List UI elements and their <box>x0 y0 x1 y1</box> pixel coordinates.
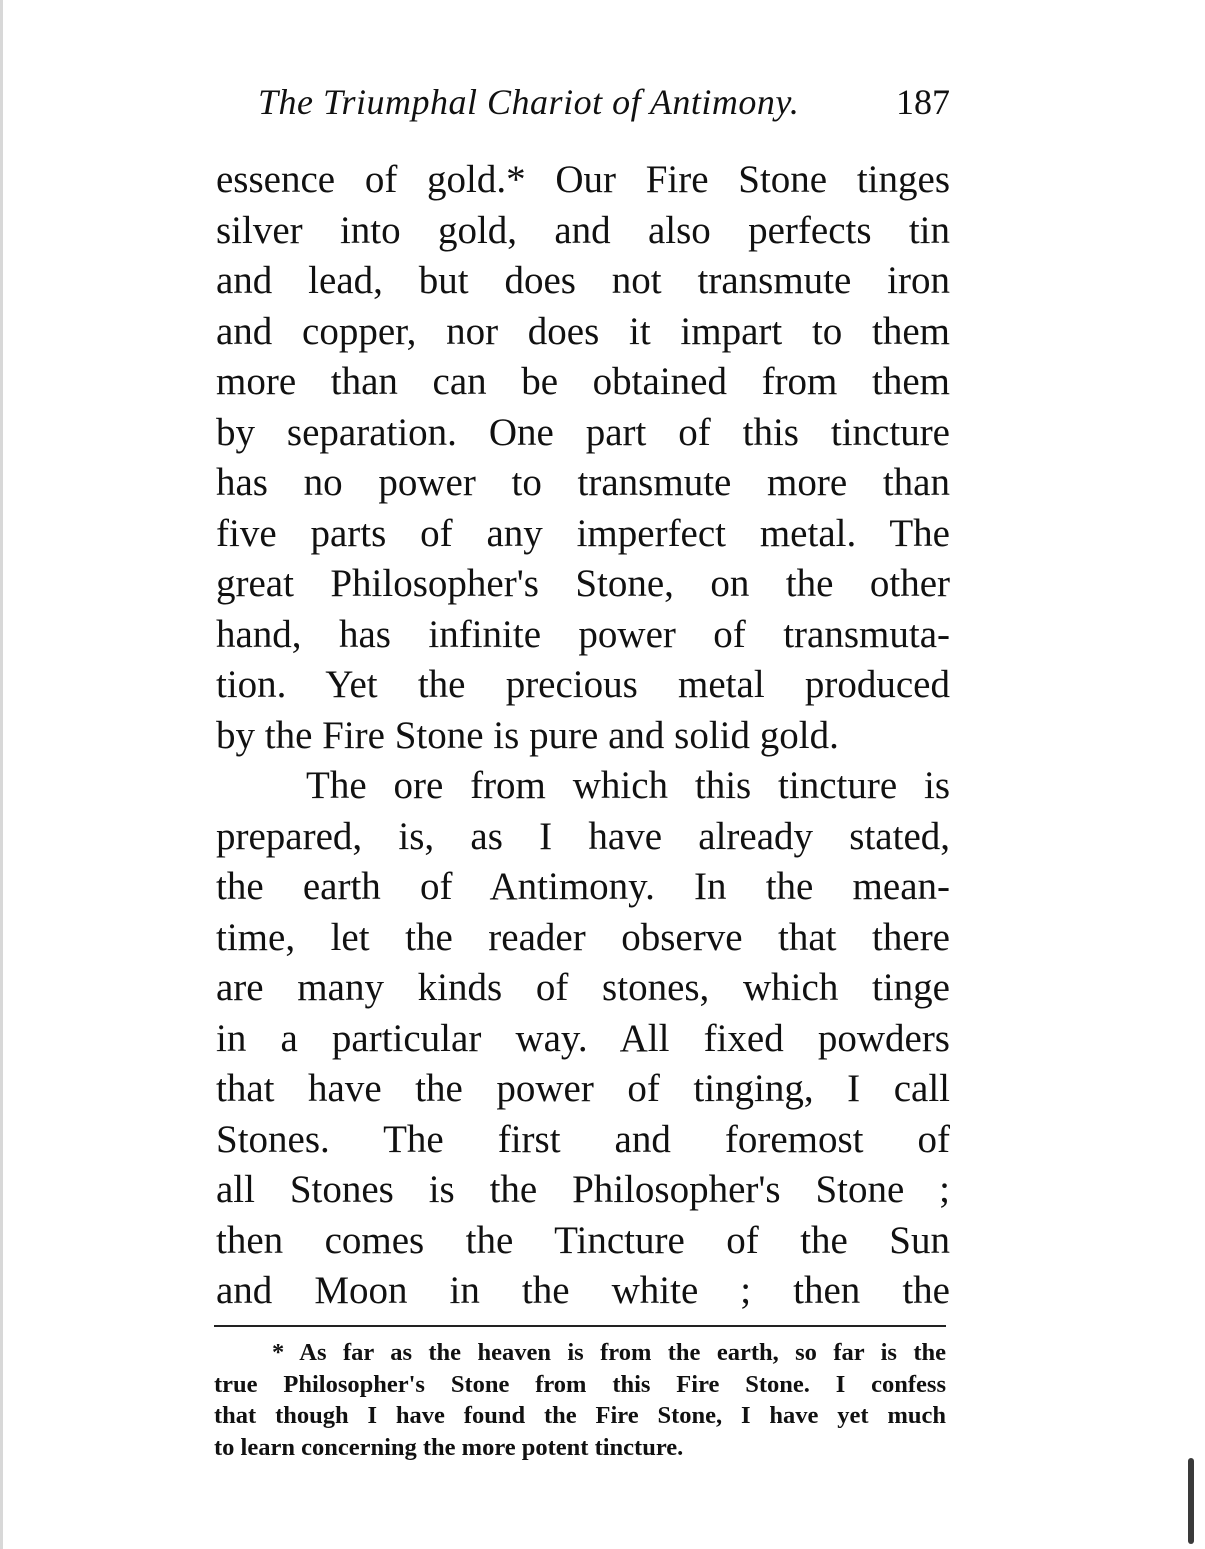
text-line: then comes the Tincture of the Sun <box>216 1218 950 1262</box>
text-line: tion. Yet the precious metal produced <box>216 663 950 706</box>
text-line: all Stones is the Philosopher's Stone ; <box>216 1168 950 1211</box>
text-line: time, let the reader observe that there <box>216 915 950 959</box>
footnote-line: * As far as the heaven is from the earth, so far is the <box>272 1339 946 1366</box>
body-text <box>216 155 950 1317</box>
text-line: and lead, but does not transmute iron <box>216 259 950 302</box>
text-line: by the Fire Stone is pure and solid gold. <box>216 713 839 757</box>
text-line: essence of gold.* Our Fire Stone tinges <box>216 158 950 201</box>
text-line: that have the power of tinging, I call <box>216 1067 950 1110</box>
text-line: by separation. One part of this tincture <box>216 410 950 454</box>
page-edge <box>0 0 3 1549</box>
text-line: five parts of any imperfect metal. The <box>216 511 950 555</box>
text-line: prepared, is, as I have already stated, <box>216 814 950 858</box>
running-head <box>258 80 958 124</box>
text-line: silver into gold, and also perfects tin <box>216 208 950 252</box>
text-line: and Moon in the white ; then the <box>216 1269 950 1312</box>
text-line: in a particular way. All fixed powders <box>216 1016 950 1060</box>
footnote-line: to learn concerning the more potent tincture. <box>214 1433 684 1461</box>
running-title: The Triumphal Chariot of Antimony. <box>258 82 800 122</box>
text-line: more than can be obtained from them <box>216 360 950 403</box>
footnote-line: that though I have found the Fire Stone, I have yet much <box>214 1402 946 1429</box>
text-line: and copper, nor does it impart to them <box>216 309 950 353</box>
paragraph-first-line: The ore from which this tincture is <box>306 764 950 807</box>
footnote <box>214 1337 946 1463</box>
text-line: great Philosopher's Stone, on the other <box>216 562 950 605</box>
scrollbar-thumb[interactable] <box>1188 1458 1194 1544</box>
text-line: has no power to transmute more than <box>216 461 950 504</box>
text-line: Stones. The first and foremost of <box>216 1117 950 1161</box>
footnote-rule <box>214 1325 946 1327</box>
footnote-line: true Philosopher's Stone from this Fire Stone. I confess <box>214 1370 946 1398</box>
text-line: are many kinds of stones, which tinge <box>216 966 950 1009</box>
text-line: the earth of Antimony. In the mean- <box>216 865 950 908</box>
text-line: hand, has infinite power of transmuta- <box>216 612 950 656</box>
page-number: 187 <box>896 82 950 122</box>
